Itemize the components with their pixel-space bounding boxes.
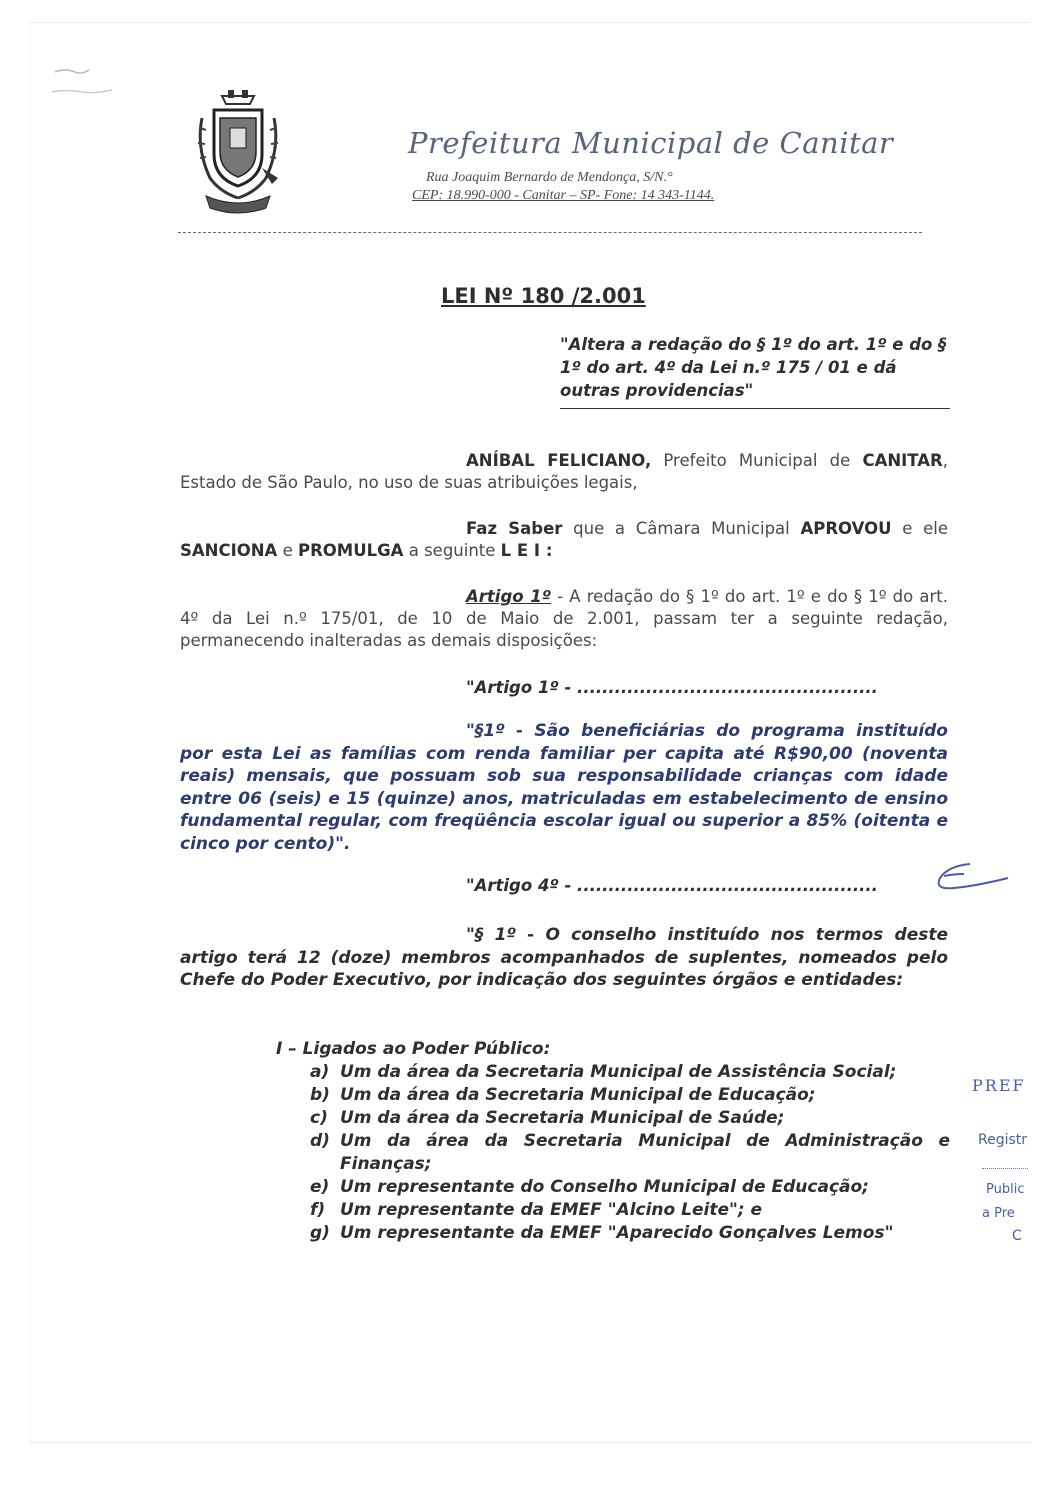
list-item-text: Um representante da EMEF "Alcino Leite"; e <box>340 1200 763 1220</box>
list-item-marker: a) <box>310 1062 330 1082</box>
header-divider <box>178 232 922 233</box>
enactment-text-4: a seguinte <box>403 541 501 560</box>
list-item-marker: b) <box>310 1085 330 1105</box>
enactment-text-2: e ele <box>891 519 948 538</box>
scan-edge-left <box>30 22 31 1442</box>
list-item <box>310 1199 950 1222</box>
list-item-text: Um da área da Secretaria Municipal de Assistência Social; <box>340 1062 897 1082</box>
list-item-marker: f) <box>310 1200 326 1220</box>
stamp-line-5: C <box>1012 1228 1022 1244</box>
stamp-line-4: a Pre <box>982 1206 1015 1221</box>
law-title: LEI Nº 180 /2.001 <box>441 284 646 308</box>
list-heading: I – Ligados ao Poder Público: <box>276 1039 551 1059</box>
preamble-text-2: , Estado de São Paulo, no uso de suas atribuições legais, <box>180 451 948 492</box>
list-item <box>310 1061 950 1084</box>
scan-edge-bottom <box>30 1442 1030 1443</box>
list-item-text: Um da área da Secretaria Municipal de Educação; <box>340 1085 816 1105</box>
quoted-paragraph-1: "§1º - São beneficiárias do programa instituído por esta Lei as famílias com renda familiar per capita até R$90,00 (noventa reais) mensais, que possuam sob sua responsabilidade crianças com idade entre 06 (seis) e 15 (quinze) anos, matriculadas em estabelecimento de ensino fundamental regular, com freqüência escolar igual ou superior a 85% (oitenta e cinco por cento)". <box>180 721 948 854</box>
preamble-text-1: Prefeito Municipal de <box>651 451 863 470</box>
municipal-coat-of-arms-icon <box>192 88 284 218</box>
enactment-text-3: e <box>277 541 298 560</box>
aprovou: APROVOU <box>800 519 892 538</box>
scan-edge-top <box>30 22 1030 23</box>
list-item <box>310 1130 950 1176</box>
sanciona: SANCIONA <box>180 541 278 560</box>
law-ementa: "Altera a redação do § 1º do art. 1º e do § 1º do art. 4º da Lei n.º 175 / 01 e dá outras providencias" <box>560 333 950 409</box>
list-item-text: Um representante do Conselho Municipal de Educação; <box>340 1177 869 1197</box>
article-1-text: - A redação do § 1º do art. 1º e do § 1º do art. 4º da Lei n.º 175/01, de 10 de Maio de 2.001, passam ter a seguinte redação, permanecendo inalteradas as demais disposições: <box>180 587 948 650</box>
quoted-paragraph-4: "§ 1º - O conselho instituído nos termos deste artigo terá 12 (doze) membros acompanhados de suplentes, nomeados pelo Chefe do Poder Executivo, por indicação dos seguintes órgãos e entidades: <box>180 925 948 990</box>
list-item-marker: e) <box>310 1177 330 1197</box>
article-1-paragraph <box>180 586 948 652</box>
municipality-contact: CEP: 18.990-000 - Canitar – SP- Fone: 14 343-1144. <box>412 188 715 203</box>
list-item <box>310 1222 950 1245</box>
quoted-article-1: "Artigo 1º - ................................................ <box>466 678 878 697</box>
list-item-text: Um da área da Secretaria Municipal de Saúde; <box>340 1108 785 1128</box>
enactment-paragraph <box>180 518 948 562</box>
list-item <box>310 1084 950 1107</box>
registry-stamp <box>970 1070 1058 1270</box>
preamble-paragraph <box>180 450 948 494</box>
stamp-line-2: Registr <box>978 1132 1028 1148</box>
list-item-marker: g) <box>310 1223 330 1243</box>
list-item-marker: d) <box>310 1131 330 1151</box>
enactment-text-1: que a Câmara Municipal <box>562 519 801 538</box>
municipality-address: Rua Joaquim Bernardo de Mendonça, S/N.° <box>426 170 673 185</box>
city-name: CANITAR <box>862 451 943 470</box>
margin-pencil-mark <box>50 62 120 102</box>
list-item-marker: c) <box>310 1108 328 1128</box>
members-list <box>310 1061 950 1245</box>
list-item-text: Um da área da Secretaria Municipal de Administração e Finanças; <box>340 1131 950 1174</box>
list-item <box>310 1107 950 1130</box>
promulga: PROMULGA <box>297 541 404 560</box>
stamp-line-1: PREF <box>972 1076 1026 1095</box>
stamp-line-3: Public <box>986 1182 1025 1197</box>
list-item-text: Um representante da EMEF "Aparecido Gonçalves Lemos" <box>340 1223 894 1243</box>
list-item <box>310 1176 950 1199</box>
article-1-label: Artigo 1º <box>466 587 552 606</box>
mayor-name: ANÍBAL FELICIANO, <box>466 451 652 470</box>
stamp-dotted-line <box>982 1168 1028 1169</box>
handwritten-initial <box>930 856 1010 896</box>
quoted-article-4: "Artigo 4º - ................................................ <box>466 876 878 895</box>
lei-word: L E I : <box>500 541 553 560</box>
municipality-title: Prefeitura Municipal de Canitar <box>408 126 894 160</box>
faz-saber: Faz Saber <box>466 519 563 538</box>
